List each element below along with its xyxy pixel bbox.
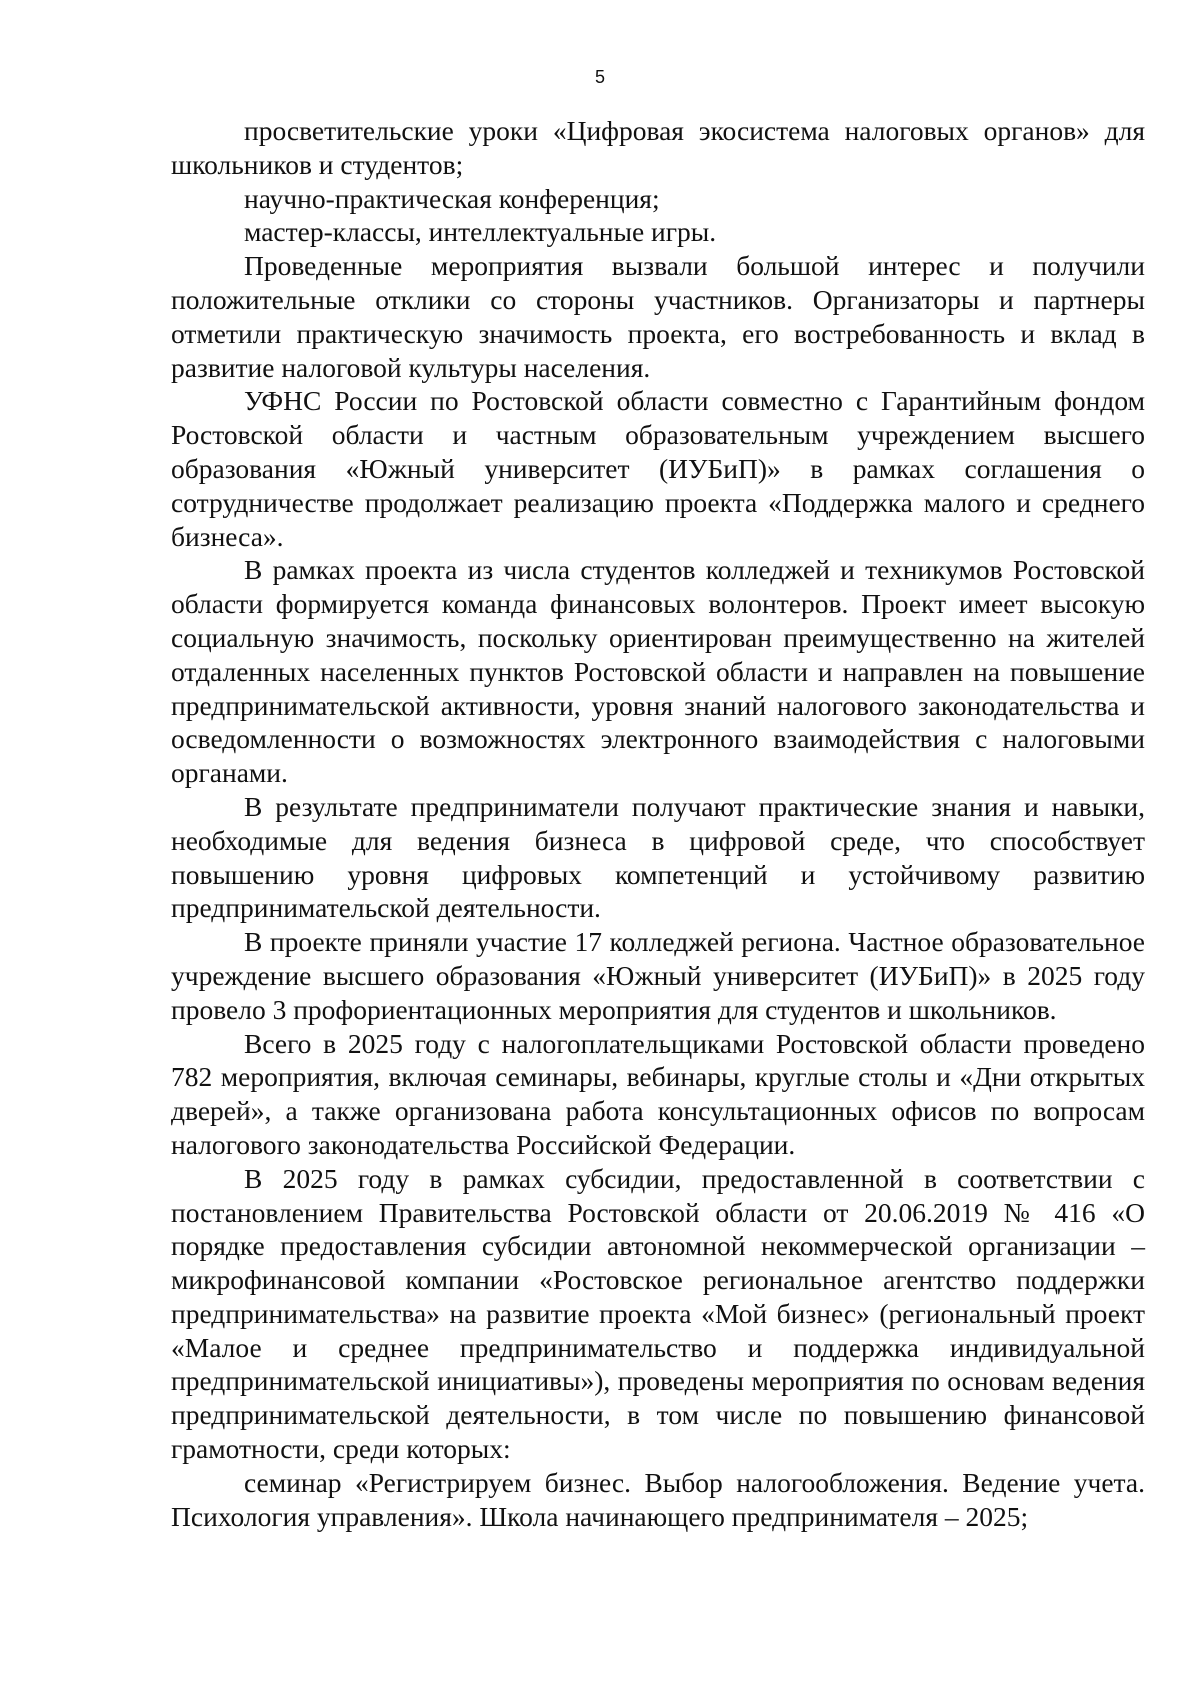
paragraph-events-total: Всего в 2025 году с налогоплательщиками Ростовской области проведено 782 мероприятия, включая семинары, вебинары, круглые столы и «Дни открытых дверей», а также организована работа консультационных офисов по вопросам налогового законодательства Российской Федерации. (171, 1027, 1145, 1160)
paragraph-subsidy: В 2025 году в рамках субсидии, предоставленной в соответствии с постановлением Правительства Ростовской области от 20.06.2019 № 416 «О порядке предоставления субсидии автономной некоммерческой организации – микрофинансовой компании «Ростовское региональное агентство поддержки предпринимательства» на развитие проекта «Мой бизнес» (региональный проект «Малое и среднее предпринимательство и поддержка индивидуальной предпринимательской инициативы»), проведены мероприятия по основам ведения предпринимательской деятельности, в том числе по повышению финансовой грамотности, среди которых: (171, 1162, 1145, 1465)
paragraph-results: В результате предприниматели получают практические знания и навыки, необходимые для ведения бизнеса в цифровой среде, что способствует повышению уровня цифровых компетенций и устойчивому развитию предпринимательской деятельности. (171, 790, 1145, 924)
paragraph-ufns-project: УФНС России по Ростовской области совместно с Гарантийным фондом Ростовской области и частным образовательным учреждением высшего образования «Южный университет (ИУБиП)» в рамках соглашения о сотрудничестве продолжает реализацию проекта «Поддержка малого и среднего бизнеса». (171, 385, 1145, 552)
paragraph-seminar: семинар «Регистрируем бизнес. Выбор налогообложения. Ведение учета. Психология управления». Школа начинающего предпринимателя – 2025; (171, 1466, 1145, 1532)
paragraph-lessons: просветительские уроки «Цифровая экосистема налоговых органов» для школьников и студентов; (171, 115, 1145, 180)
paragraph-volunteers: В рамках проекта из числа студентов колледжей и техникумов Ростовской области формируется команда финансовых волонтеров. Проект имеет высокую социальную значимость, поскольку ориентирован преимущественно на жителей отдаленных населенных пунктов Ростовской области и направлен на повышение предпринимательской активности, уровня знаний налогового законодательства и осведомленности о возможностях электронного взаимодействия с налоговыми органами. (171, 554, 1145, 789)
paragraph-master-classes: мастер-классы, интеллектуальные игры. (244, 216, 717, 248)
paragraph-feedback: Проведенные мероприятия вызвали большой интерес и получили положительные отклики со стороны участников. Организаторы и партнеры отметили практическую значимость проекта, его востребованность и вклад в развитие налоговой культуры населения. (171, 250, 1145, 383)
paragraph-conference: научно-практическая конференция; (244, 182, 660, 214)
page-number: 5 (594, 67, 605, 87)
document-body (171, 114, 1145, 1533)
paragraph-colleges: В проекте приняли участие 17 колледжей региона. Частное образовательное учреждение высшего образования «Южный университет (ИУБиП)» в 2025 году провело 3 профориентационных мероприятия для студентов и школьников. (171, 926, 1145, 1025)
